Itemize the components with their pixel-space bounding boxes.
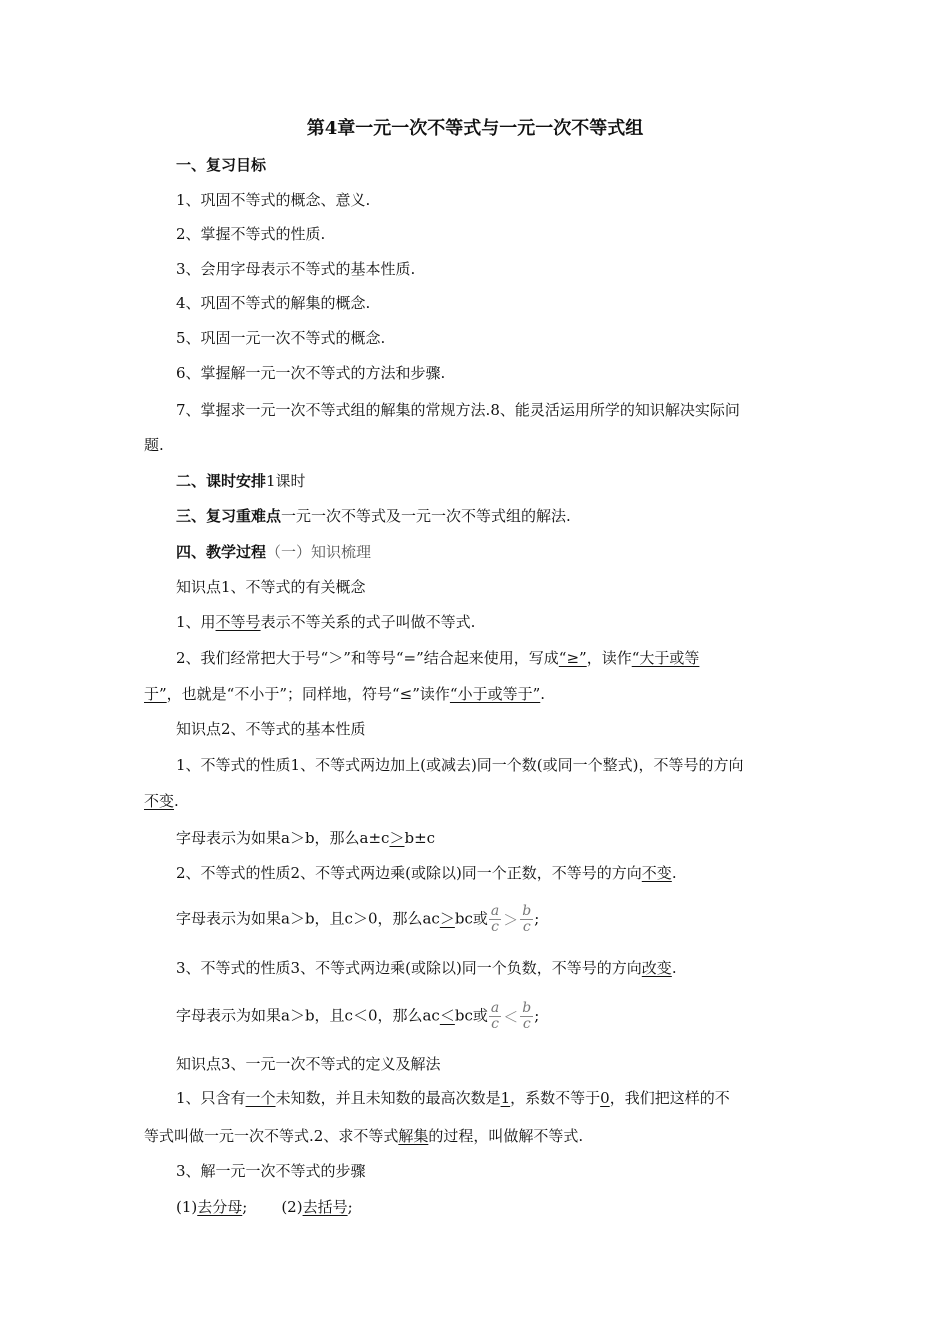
goal-item: 4、巩固不等式的解集的概念. — [176, 294, 371, 312]
fraction-b-over-c: $\frac{b}{c}$ — [522, 903, 532, 935]
goal-item: 7、掌握求一元一次不等式组的解集的常规方法.8、能灵活运用所学的知识解决实际问 — [176, 401, 740, 419]
section-teaching-process: 四、教学过程（一）知识梳理 — [176, 543, 372, 561]
kp1-item-2: 2、我们经常把大于号“＞”和等号“=”结合起来使用，写成“≥”，读作“大于或等 — [176, 649, 700, 667]
knowledge-point-title: 知识点1、不等式的有关概念 — [176, 578, 366, 596]
section-heading-review-goals: 一、复习目标 — [176, 156, 267, 174]
kp3-definition: 1、只含有一个未知数，并且未知数的最高次数是1，系数不等于0，我们把这样的不 — [176, 1089, 730, 1107]
fraction-a-over-c: $\frac{a}{c}$ — [490, 903, 500, 935]
property-3-letters: 字母表示为如果a＞b，且c＜0，那么ac＜bc或 $\frac{a}{c}$ ＜ $\frac{b}{c}$ ; — [176, 1000, 540, 1032]
property-1-continuation: 不变. — [144, 792, 179, 810]
property-1-letters: 字母表示为如果a＞b，那么a±c＞b±c — [176, 829, 436, 847]
knowledge-point-title: 知识点3、一元一次不等式的定义及解法 — [176, 1055, 441, 1073]
fraction-b-over-c: $\frac{b}{c}$ — [522, 1000, 532, 1032]
kp3-steps — [176, 1195, 353, 1219]
step-1: (1)去分母; — [176, 1198, 248, 1216]
section-schedule: 二、课时安排1课时 — [176, 472, 306, 490]
goal-item: 2、掌握不等式的性质. — [176, 225, 326, 243]
kp1-item-2-continuation: 于”，也就是“不小于”；同样地，符号“≤”读作“小于或等于”. — [144, 685, 546, 703]
goal-item-continuation: 题. — [144, 436, 164, 454]
kp1-item-1: 1、用不等号表示不等关系的式子叫做不等式. — [176, 613, 476, 631]
kp3-definition-continuation: 等式叫做一元一次不等式.2、求不等式解集的过程，叫做解不等式. — [144, 1127, 584, 1145]
goal-item: 1、巩固不等式的概念、意义. — [176, 191, 371, 209]
kp3-steps-title: 3、解一元一次不等式的步骤 — [176, 1162, 366, 1180]
document-title: 第4章一元一次不等式与一元一次不等式组 — [306, 118, 644, 139]
goal-item: 3、会用字母表示不等式的基本性质. — [176, 260, 416, 278]
step-2: (2)去括号; — [281, 1198, 353, 1216]
section-key-points: 三、复习重难点一元一次不等式及一元一次不等式组的解法. — [176, 507, 571, 525]
property-1: 1、不等式的性质1、不等式两边加上(或减去)同一个数(或同一个整式)，不等号的方向 — [176, 756, 744, 774]
goal-item: 5、巩固一元一次不等式的概念. — [176, 329, 386, 347]
property-2-letters: 字母表示为如果a＞b，且c＞0，那么ac＞bc或 $\frac{a}{c}$ ＞ $\frac{b}{c}$ ; — [176, 903, 540, 935]
fraction-a-over-c: $\frac{a}{c}$ — [490, 1000, 500, 1032]
property-3: 3、不等式的性质3、不等式两边乘(或除以)同一个负数，不等号的方向改变. — [176, 959, 677, 977]
knowledge-point-title: 知识点2、不等式的基本性质 — [176, 720, 366, 738]
property-2: 2、不等式的性质2、不等式两边乘(或除以)同一个正数，不等号的方向不变. — [176, 864, 677, 882]
goal-item: 6、掌握解一元一次不等式的方法和步骤. — [176, 364, 446, 382]
